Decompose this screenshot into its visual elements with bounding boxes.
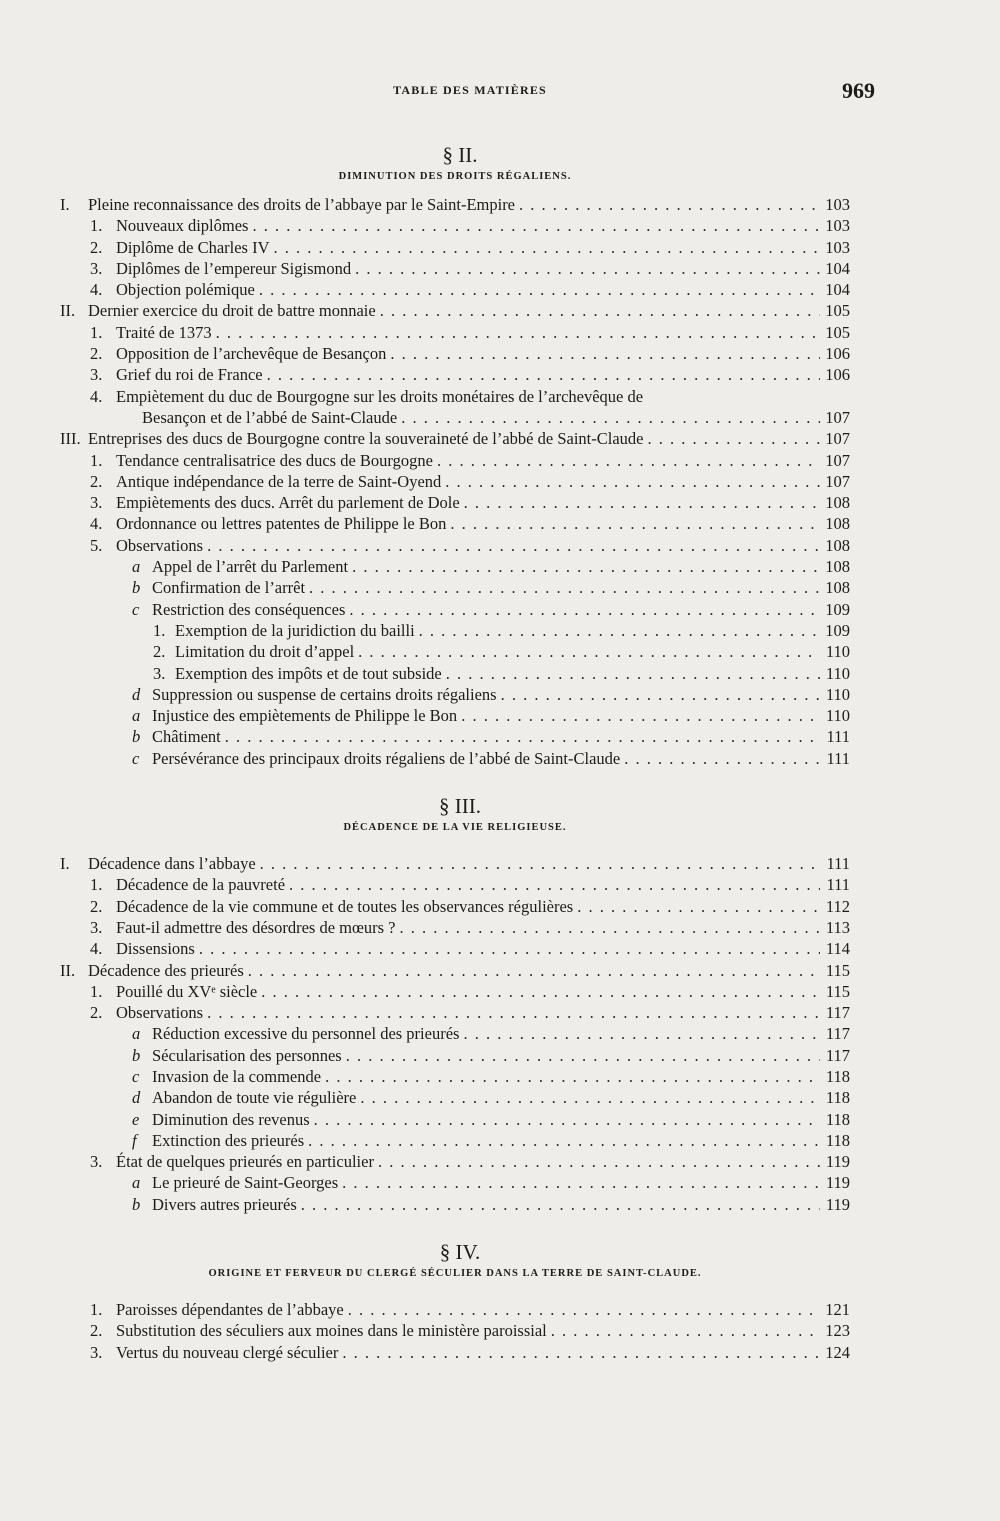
toc-title: Dissensions bbox=[116, 939, 195, 959]
toc-entry bbox=[60, 684, 850, 705]
toc-entry bbox=[60, 386, 850, 407]
section-subtitle: DIMINUTION DES DROITS RÉGALIENS. bbox=[338, 171, 572, 182]
toc-entry bbox=[60, 450, 850, 471]
running-head bbox=[0, 78, 1000, 103]
toc-page: 124 bbox=[825, 1342, 850, 1362]
toc-entry bbox=[60, 471, 850, 492]
toc-label: 2. bbox=[90, 1321, 103, 1341]
toc-entry bbox=[60, 1087, 850, 1108]
toc-page: 108 bbox=[825, 535, 850, 555]
toc-entry bbox=[60, 343, 850, 364]
toc-entry bbox=[60, 513, 850, 534]
toc-page: 108 bbox=[825, 514, 850, 534]
toc-title: Le prieuré de Saint-Georges bbox=[152, 1173, 339, 1193]
toc-title: Abandon de toute vie régulière bbox=[152, 1088, 357, 1108]
toc-title: Exemption de la juridiction du bailli bbox=[175, 620, 415, 640]
toc-title: Traité de 1373 bbox=[116, 322, 212, 342]
toc-title: Ordonnance ou lettres patentes de Philippe le Bon bbox=[116, 514, 447, 534]
toc-label: 1. bbox=[153, 620, 166, 640]
toc-title: Châtiment bbox=[152, 727, 221, 747]
toc-label: a bbox=[132, 706, 141, 726]
toc-page: 108 bbox=[825, 578, 850, 598]
toc-title: Limitation du droit d’appel bbox=[175, 642, 355, 662]
toc-title: Dernier exercice du droit de battre monnaie bbox=[88, 301, 376, 321]
running-title: TABLE DES MATIÈRES bbox=[393, 83, 547, 97]
toc-title: Restriction des conséquences bbox=[152, 599, 346, 619]
toc-title: Décadence dans l’abbaye bbox=[88, 854, 256, 874]
toc-label: e bbox=[132, 1109, 140, 1129]
toc-label: 3. bbox=[90, 493, 103, 513]
toc-entry bbox=[60, 620, 850, 641]
toc-entry bbox=[60, 1342, 850, 1363]
toc-title: Paroisses dépendantes de l’abbaye bbox=[116, 1300, 344, 1320]
toc-label: 4. bbox=[90, 514, 103, 534]
toc-entry bbox=[60, 981, 850, 1002]
toc-page: 104 bbox=[825, 280, 850, 300]
toc-page: 112 bbox=[825, 896, 850, 916]
toc-page: 105 bbox=[825, 301, 850, 321]
toc-title: Observations bbox=[116, 535, 204, 555]
toc-label: 1. bbox=[90, 216, 103, 236]
toc-title: Objection polémique bbox=[116, 280, 255, 300]
toc-entry bbox=[60, 917, 850, 938]
toc-title: Sécularisation des personnes bbox=[152, 1045, 342, 1065]
toc-label: a bbox=[132, 1024, 141, 1044]
toc-title: Décadence des prieurés bbox=[88, 960, 244, 980]
toc-page: 117 bbox=[825, 1003, 850, 1023]
toc-page: 118 bbox=[825, 1130, 850, 1150]
toc-label: 2. bbox=[90, 1003, 103, 1023]
toc-entry bbox=[60, 1002, 850, 1023]
toc-title: Exemption des impôts et de tout subside bbox=[175, 663, 442, 683]
toc-title: Grief du roi de France bbox=[116, 365, 263, 385]
toc-title: Faut-il admettre des désordres de mœurs ? bbox=[116, 917, 396, 937]
toc-entry bbox=[60, 726, 850, 747]
toc-page: 106 bbox=[825, 344, 850, 364]
toc-label: c bbox=[132, 748, 140, 768]
section-heading: § IV. bbox=[439, 1240, 481, 1265]
toc-page: 117 bbox=[825, 1024, 850, 1044]
toc-entry bbox=[60, 1066, 850, 1087]
toc-title: Opposition de l’archevêque de Besançon bbox=[116, 344, 387, 364]
toc-label: 3. bbox=[90, 1152, 103, 1172]
toc-title: Décadence de la vie commune et de toutes les observances régulières bbox=[116, 896, 574, 916]
toc-title: Antique indépendance de la terre de Saint-Oyend bbox=[116, 471, 442, 491]
toc-label: 3. bbox=[90, 258, 103, 278]
toc-label: I. bbox=[60, 195, 70, 214]
toc-entry bbox=[60, 663, 850, 684]
toc-entry bbox=[60, 577, 850, 598]
toc-entry bbox=[60, 556, 850, 577]
toc-entry bbox=[60, 1151, 850, 1172]
toc-entry bbox=[60, 874, 850, 895]
toc-page: 103 bbox=[825, 195, 850, 214]
toc-page: 107 bbox=[825, 450, 850, 470]
toc-entry bbox=[60, 1130, 850, 1151]
toc-page: 118 bbox=[825, 1066, 850, 1086]
toc-entry bbox=[60, 258, 850, 279]
toc-page: 103 bbox=[825, 216, 850, 236]
toc-title: Invasion de la commende bbox=[152, 1066, 322, 1086]
toc-title: Confirmation de l’arrêt bbox=[152, 578, 306, 598]
toc-title: Diminution des revenus bbox=[152, 1109, 310, 1129]
toc-title: Besançon et de l’abbé de Saint-Claude bbox=[142, 407, 398, 427]
toc-label: 1. bbox=[90, 875, 103, 895]
toc-label: d bbox=[132, 684, 141, 704]
toc-label: II. bbox=[60, 960, 76, 980]
page-number: 969 bbox=[842, 78, 875, 103]
toc-label: 3. bbox=[90, 365, 103, 385]
toc-entry bbox=[60, 641, 850, 662]
toc-entry bbox=[60, 428, 850, 449]
toc-label: 1. bbox=[90, 450, 103, 470]
toc-label: 3. bbox=[153, 663, 166, 683]
toc-title: Appel de l’arrêt du Parlement bbox=[152, 557, 349, 577]
toc-title: Injustice des empiètements de Philippe le Bon bbox=[152, 706, 458, 726]
toc-page: 114 bbox=[825, 939, 850, 959]
toc-entry bbox=[60, 492, 850, 513]
toc-label: 4. bbox=[90, 939, 103, 959]
toc-label: b bbox=[132, 1045, 141, 1065]
toc-label: 1. bbox=[90, 981, 103, 1001]
toc-label: c bbox=[132, 599, 140, 619]
toc-title: Divers autres prieurés bbox=[152, 1194, 297, 1214]
toc-entry bbox=[60, 215, 850, 236]
toc-label: 1. bbox=[90, 322, 103, 342]
toc-label: 3. bbox=[90, 917, 103, 937]
toc-page: 111 bbox=[826, 748, 850, 768]
toc-title: Observations bbox=[116, 1003, 204, 1023]
toc-title: Entreprises des ducs de Bourgogne contre la souveraineté de l’abbé de Saint-Claude bbox=[88, 429, 644, 449]
toc-page: 103 bbox=[825, 237, 850, 257]
toc-page: 123 bbox=[825, 1321, 850, 1341]
toc-page: 113 bbox=[825, 917, 850, 937]
toc-page: 104 bbox=[825, 258, 850, 278]
toc-label: 4. bbox=[90, 280, 103, 300]
toc-entry bbox=[60, 237, 850, 258]
toc-label: 2. bbox=[90, 344, 103, 364]
toc-page: 108 bbox=[825, 493, 850, 513]
toc-label: 1. bbox=[90, 1300, 103, 1320]
toc-title: Tendance centralisatrice des ducs de Bourgogne bbox=[116, 450, 433, 470]
toc-entry bbox=[60, 599, 850, 620]
toc-label: 2. bbox=[90, 896, 103, 916]
toc-entry bbox=[60, 1320, 850, 1341]
toc-entry bbox=[60, 896, 850, 917]
toc-title: Extinction des prieurés bbox=[152, 1130, 305, 1150]
toc-page: 110 bbox=[825, 684, 850, 704]
toc-page: 119 bbox=[825, 1194, 850, 1214]
toc-entry bbox=[60, 535, 850, 556]
toc-entry bbox=[60, 364, 850, 385]
toc-entry bbox=[60, 938, 850, 959]
toc-page: 109 bbox=[825, 620, 850, 640]
toc-page: 107 bbox=[825, 407, 850, 427]
toc-entry bbox=[60, 960, 850, 981]
toc-entry bbox=[60, 1045, 850, 1066]
toc-page: 119 bbox=[825, 1152, 850, 1172]
toc-entry bbox=[60, 853, 850, 874]
section-heading: § III. bbox=[439, 794, 481, 819]
section-subtitle: DÉCADENCE DE LA VIE RELIGIEUSE. bbox=[343, 822, 567, 834]
toc-entry bbox=[60, 1172, 850, 1193]
toc-page: 111 bbox=[826, 854, 850, 874]
toc-page: 115 bbox=[825, 981, 850, 1001]
toc-entry bbox=[60, 1109, 850, 1130]
toc-page: 109 bbox=[825, 599, 850, 619]
toc-title: Nouveaux diplômes bbox=[116, 216, 249, 236]
toc-entry bbox=[60, 748, 850, 769]
toc-page: 117 bbox=[825, 1045, 850, 1065]
toc-page: 107 bbox=[825, 429, 850, 449]
toc-label: 5. bbox=[90, 535, 103, 555]
toc-entry-continued bbox=[60, 407, 850, 428]
toc-title: État de quelques prieurés en particulier bbox=[116, 1152, 374, 1172]
toc-title: Empiètements des ducs. Arrêt du parlement de Dole bbox=[116, 493, 460, 513]
toc-page: 110 bbox=[825, 642, 850, 662]
toc-page: 110 bbox=[825, 663, 850, 683]
toc-entry bbox=[60, 279, 850, 300]
toc-label: b bbox=[132, 727, 141, 747]
toc-entry bbox=[60, 194, 850, 215]
toc-title: Persévérance des principaux droits régaliens de l’abbé de Saint-Claude bbox=[152, 748, 621, 768]
toc-title: Suppression ou suspense de certains droits régaliens bbox=[152, 684, 497, 704]
toc-label: b bbox=[132, 1194, 141, 1214]
toc-page: 111 bbox=[826, 875, 850, 895]
toc-page: 115 bbox=[825, 960, 850, 980]
toc-title: Décadence de la pauvreté bbox=[116, 875, 286, 895]
toc-label: 4. bbox=[90, 386, 103, 406]
toc-entry bbox=[60, 705, 850, 726]
toc-page: 121 bbox=[825, 1300, 850, 1320]
toc-label: 2. bbox=[90, 237, 103, 257]
table-of-contents bbox=[60, 142, 850, 1363]
toc-label: c bbox=[132, 1066, 140, 1086]
toc-page: 108 bbox=[825, 557, 850, 577]
toc-page: 118 bbox=[825, 1109, 850, 1129]
toc-label: 2. bbox=[90, 471, 103, 491]
toc-title: Pleine reconnaissance des droits de l’abbaye par le Saint-Empire bbox=[88, 195, 516, 214]
toc-label: 3. bbox=[90, 1342, 103, 1362]
toc-page: 119 bbox=[825, 1173, 850, 1193]
toc-title: Vertus du nouveau clergé séculier bbox=[116, 1342, 339, 1362]
toc-label: d bbox=[132, 1088, 141, 1108]
toc-label: a bbox=[132, 557, 141, 577]
toc-title: Substitution des séculiers aux moines dans le ministère paroissial bbox=[116, 1321, 547, 1341]
toc-title: Diplôme de Charles IV bbox=[116, 237, 270, 257]
toc-title: Pouillé du XVᵉ siècle bbox=[116, 981, 258, 1001]
toc-page: 106 bbox=[825, 365, 850, 385]
section-subtitle: ORIGINE ET FERVEUR DU CLERGÉ SÉCULIER DANS LA TERRE DE SAINT-CLAUDE. bbox=[208, 1268, 702, 1280]
toc-entry bbox=[60, 1194, 850, 1215]
toc-label: 2. bbox=[153, 642, 166, 662]
toc-label: a bbox=[132, 1173, 141, 1193]
toc-entry bbox=[60, 1023, 850, 1044]
toc-page: 118 bbox=[825, 1088, 850, 1108]
toc-page: 107 bbox=[825, 471, 850, 491]
toc-page: 110 bbox=[825, 706, 850, 726]
toc-entry bbox=[60, 322, 850, 343]
toc-label: b bbox=[132, 578, 141, 598]
toc-page: 111 bbox=[826, 727, 850, 747]
toc-label: f bbox=[132, 1130, 137, 1150]
section-heading: § II. bbox=[442, 143, 478, 167]
toc-label: III. bbox=[60, 429, 81, 449]
toc-entry bbox=[60, 1299, 850, 1320]
toc-title: Empiètement du duc de Bourgogne sur les droits monétaires de l’archevêque de bbox=[116, 386, 644, 406]
toc-label: I. bbox=[60, 854, 70, 874]
toc-page: 105 bbox=[825, 322, 850, 342]
toc-title: Réduction excessive du personnel des prieurés bbox=[152, 1024, 460, 1044]
toc-title: Diplômes de l’empereur Sigismond bbox=[116, 258, 352, 278]
toc-entry bbox=[60, 300, 850, 321]
toc-label: II. bbox=[60, 301, 76, 321]
